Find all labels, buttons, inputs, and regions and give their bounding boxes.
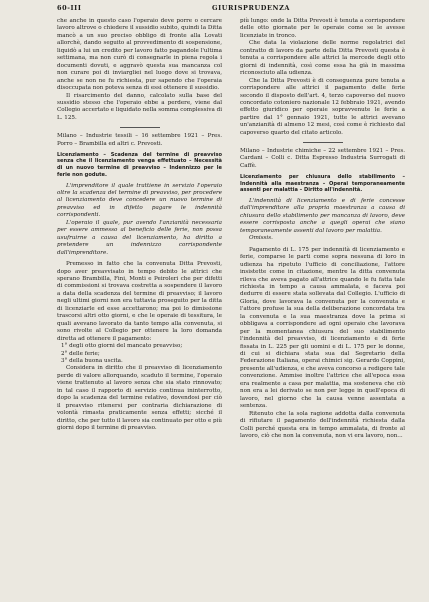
paragraph: Che data la violazione delle norme regolatrici del contratto di lavoro da parte della Ditta Prevosti questa è tenuta a corrispondere alle attrici la mercede degli otto giorni di indennità, così come essa ha già in massima riconosciuto alla udienza. [240,40,405,77]
paragraph: Premesso in fatto che la convenuta Ditta Prevosti, dopo aver preavvisato in tempo debito le attrici che sperano Brambilla, Fini, Monti e Peiroleri che per difetti di commissioni si trovava costretta a sospendere il lavoro a data della scadenza del termine di preavviso; il lavoro negli ultimi giorni non era tuttavia proseguito per la ditta di licenziarle ed esse accettarono; ma poi lo dimissione trascorsi altri otto giorni, e che le operaie di tessitura, le quali avevano lavorato da tanto tempo alla convenuta, si sono rivolte al Collegio per ottenere la loro domanda diretta ad ottenere il pagamento: [57,261,222,342]
case-maxim: Licenziamento per chiusura dello stabilimento – Indennità alla maestranza – Operai temporaneamente assenti per malattia – Diritto all'indennità. [240,173,405,194]
paragraph: che anche in questo caso l'operaio deve porre o cercare lavoro altrove o chiedere il sussidio subito, quindi la Ditta mancò a un suo preciso obbligo di fronte alla Lovati allorchè, dando seguito al provvedimento di sospensione, liquidò a lui un credito per lavoro fatto pagandole l'ultima settimana, ma non curò di consegnarle in piena regola i documenti dovuti, e aggravò questa sua mancanza col non curare poi di inviargliei nel luogo dove si trovava, anche se non ne fu richiesta, pur sapendo che l'operaia disoccupata non poteva senza di essi ottenere il sussidio. [57,18,222,92]
principle-paragraph: L'imprenditore il quale trattiene in servizio l'operaio oltre la scadenza del termine di preavviso, per procedere al licenziamento deve concedere un nuovo termine di preavviso ed in difetto pagare le indennità corrispondenti. [57,182,222,219]
legal-principle [57,183,222,258]
claims-list [57,343,222,365]
page-header [57,4,407,16]
list-item: 3° della buona uscita. [61,357,123,364]
list-item: 1° degli otto giorni del mancato preavviso; [61,343,183,350]
principle-paragraph: L'operaio il quale, pur avendo l'anzianità necessaria per essere ammesso al beneficio delle ferie, non possa usufruirne a causa del licenziamento, ha diritto a pretendere un indennizzo corrispondente dall'imprenditore. [57,219,222,256]
paragraph: Ritenuto che la sola ragione addotta dalla convenuta di rifiutare il pagamento dell'indennità richiesta dalla Colli perché questa era in tempo ammalata, di fronte al lavoro, ciò che non la convenuta, non vi era lavoro, non... [240,410,405,440]
right-column [240,18,405,440]
paragraph: Che la Ditta Prevosti è di conseguenza pure tenuta a corrispondere alle attrici il pagamento delle ferie secondo il disposto dell'art. 4, terzo capoverso del nuovo concordato cotoniero nazionale 12 febbraio 1921, avendo effetto giuridico per operaie sopravvenute le ferie a partire dal 1° gennaio 1921, tutte le attrici avevano un'anzianità di almeno 12 mesi, così come è richiesto dal capoverso quarto del citato articolo. [240,77,405,136]
case-heading: Milano – Industrie tessili – 16 settembre 1921 – Pres. Porro – Brambilla ed altri c. Prevosti. [57,133,222,147]
paragraph: più lungo: onde la Ditta Prevosti è tenuta a corrispondere delle otto giornate per le operaie come se le avesse licenziate in tronco. [240,18,405,39]
page-number: 60-III [57,4,82,12]
legal-principle [240,198,405,243]
case-heading: Milano – Industrie chimiche – 22 settembre 1921 – Pres. Cardani – Colli c. Ditta Espresso Industria Surrogati di Caffè. [240,148,405,169]
section-divider [303,142,343,143]
paragraph: Pagamento di L. 175 per indennità di licenziamento e ferie, comparse le parti come sopra nessuna di loro in udienza ha ripetuto l'ufficio di conciliazione, l'attore insistette come in citazione, mentre la ditta convenuta rileva che aveva pagato all'attrice quando le fu fatta tale richiesta in tempo a causa ammalata, e faceva poi dedurre di essere stata sollevata dal Collegio. L'ufficio di Gloria, dove lavorava la convenuta per la convenuta e l'attore profuse la sua della deliberazione concordata tra la convenuta e la sua maestranza dove la prima si obbligava a corrispondere ad ogni operaio che lavorava per la momentanea chiusura del suo stabilimento l'indennità del preavviso, di licenziamento e di ferie fissata in L. 225 per gli uomini e di L. 175 per le donne, di cui si dichiara stata sua dal Segretario della Federazione Italiana, operai chimici sig. Gerardo Coppini, presente all'udienza, e che aveva concorso a redigere tale convenzione. Ammise inoltre l'attrice che all'epoca essa era realmente a casa per malattia, ma sosteneva che ciò non era a lei derivato se non per legge in quell'epoca di lavoro, nel giorno che la causa venne assentata a sentenza. [240,246,405,410]
principle-paragraph: L'indennità di licenziamento e di ferie concesse dall'imprenditore alla propria maestranza a causa di chiusura dello stabilimento per mancanza di lavoro, deve essere corrisposta anche a quegli operai che siano temporaneamente assenti dal lavoro per malattia. [240,197,405,234]
paragraph: Il risarcimento del danno, calcolato sulla base del sussidio stesso che l'operaio ebbe a perdere, viene dal Collegio accertato e liquidato nella somma complessiva di L. 125. [57,92,222,121]
paragraph: Considera in diritto che il preavviso di licenziamento perde di valore allorquando, scaduto il termine, l'operaio viene trattenuto al lavoro senza che sia stato rinnovato; in tal caso il rapporto di servizio continua ininterrotto, dopo la scadenza del termine relativo, dovendosi per ciò il preavviso ritenersi per contraria dichiarazione di volontà rimasta praticamente senza effetti; sicché il diritto, che per tutto il lavoro sia continuato per otto e più giorni dopo il termine di preavviso. [57,365,222,432]
list-item: 2° delle ferie; [61,350,100,357]
section-divider [120,127,160,128]
left-column [57,18,222,433]
omissis-note: Omissis. [249,235,273,242]
case-maxim: Licenziamento – Scadenza del termine di preavviso senza che il licenziamento venga effettuato – Necessità di un nuovo termine di preavviso – Indennizzo per le ferie non godute. [57,151,222,178]
running-title: GIURISPRUDENZA [212,4,291,12]
